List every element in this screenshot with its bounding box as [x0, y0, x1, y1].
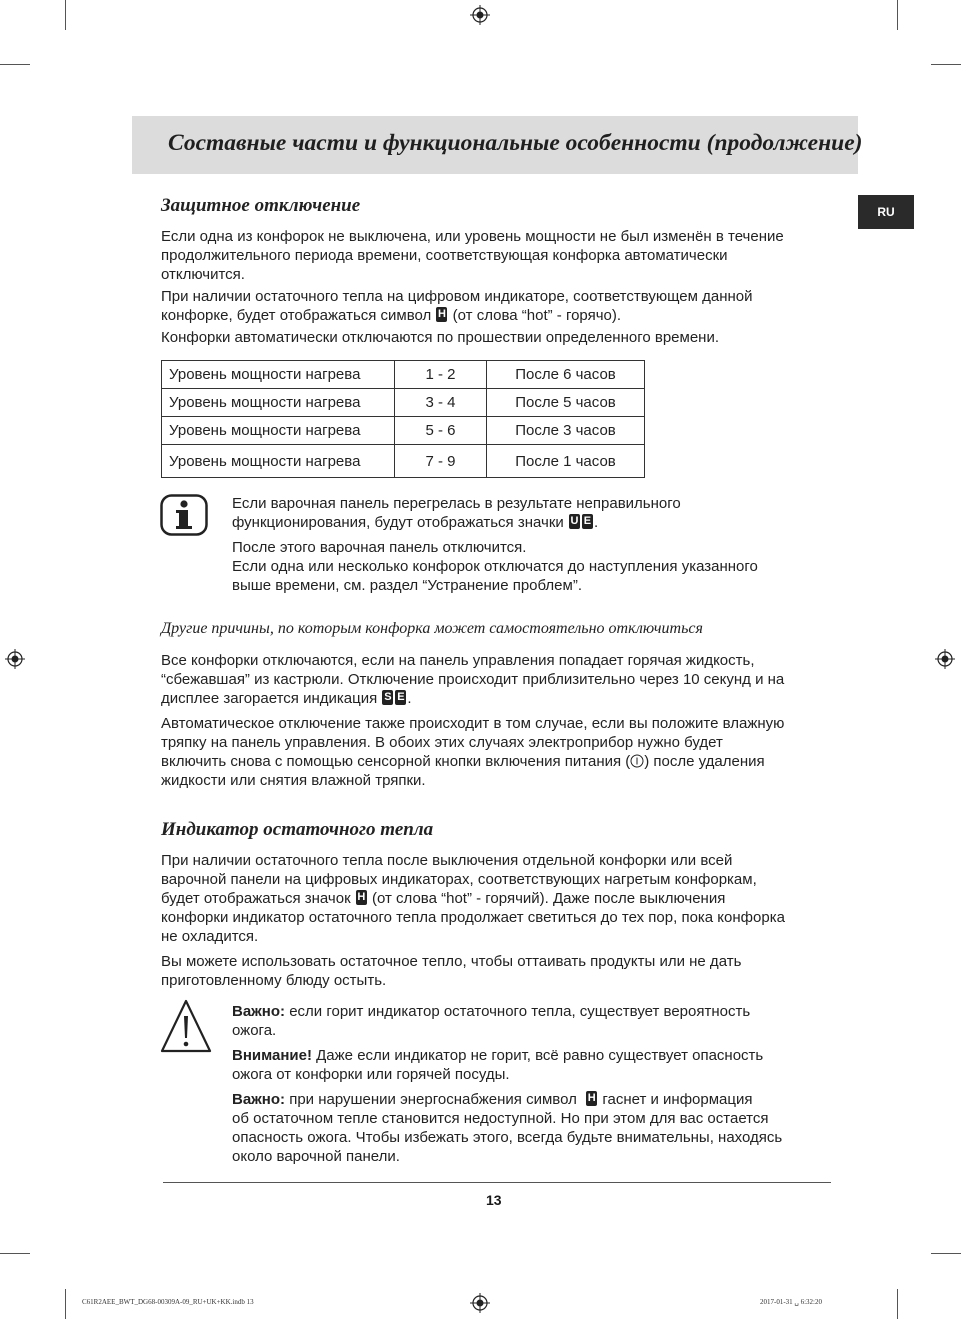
crop-mark	[65, 1289, 66, 1319]
power-icon	[630, 754, 644, 768]
page-number: 13	[486, 1192, 502, 1208]
warning-icon	[160, 998, 212, 1054]
paragraph: При наличии остаточного тепла на цифровом индикаторе, соответствующем данной конфорке, будет отображаться символ H (от слова “hot” - горячо).	[161, 287, 753, 325]
crop-mark	[0, 64, 30, 65]
registration-mark-icon	[5, 649, 25, 669]
warning-note: Важно: если горит индикатор остаточного тепла, существует вероятность ожога. Внимание! Даже если индикатор не горит, всё равно существует опасность ожога от конфорки или горячей посуды. Важно: при нарушении энергоснабжения символ H гаснет и информация об остаточном тепле становится недоступной. Но при этом для вас остается опасность ожога. Чтобы избежать этого, всегда будьте внимательны, находясь около варочной панели.	[232, 1002, 782, 1166]
crop-mark	[0, 1253, 30, 1254]
paragraph: Конфорки автоматически отключаются по прошествии определенного времени.	[161, 329, 720, 346]
crop-mark	[931, 1253, 961, 1254]
table-row: Уровень мощности нагрева 7 - 9 После 1 часов	[162, 445, 645, 478]
stop-symbol-icon	[395, 690, 406, 705]
crop-mark	[897, 1289, 898, 1319]
footer-timestamp: 2017-01-31 ␣ 6:32:20	[760, 1298, 822, 1306]
stop-symbol-icon	[382, 690, 393, 705]
table-row: Уровень мощности нагрева 3 - 4 После 5 часов	[162, 389, 645, 417]
table-row: Уровень мощности нагрева 5 - 6 После 3 часов	[162, 417, 645, 445]
page-title: Составные части и функциональные особенности (продолжение)	[168, 130, 863, 156]
paragraph: Если одна из конфорок не выключена, или уровень мощности не был изменён в течение продолжительного периода времени, соответствующая конфорка автоматически отключится.	[161, 228, 784, 283]
error-symbol-icon	[582, 514, 593, 529]
error-symbol-icon	[569, 514, 580, 529]
shutdown-time-table	[161, 360, 645, 478]
paragraph: При наличии остаточного тепла после выключения отдельной конфорки или всей варочной панели на цифровых индикаторах, соответствующих нагретым конфоркам, будет отображаться значок H (от слова “hot” - горячий). Даже после выключения конфорки индикатор остаточного тепла продолжает светиться до тех пор, пока конфорка не охладится.	[161, 851, 785, 946]
crop-mark	[897, 0, 898, 30]
language-tab: RU	[858, 195, 914, 229]
section-heading-other-reasons: Другие причины, по которым конфорка может самостоятельно отключиться	[161, 620, 703, 637]
hot-symbol-icon	[356, 890, 367, 905]
footer-file-info: C61R2AEE_BWT_DG68-00309A-09_RU+UK+KK.indb 13	[82, 1298, 254, 1306]
paragraph: Автоматическое отключение также происходит в том случае, если вы положите влажную тряпку на панель управления. В обоих этих случаях электроприбор нужно будет включить снова с помощью сенсорной кнопки включения питания ( ) после удаления жидкости или снятия влажной тряпки.	[161, 715, 785, 789]
table-row: Уровень мощности нагрева 1 - 2 После 6 часов	[162, 361, 645, 389]
info-note: Если варочная панель перегрелась в результате неправильного функционирования, будут отображаться значки UE . После этого варочная панель отключится. Если одна или несколько конфорок отключатся до наступления указанного выше времени, см. раздел “Устранение проблем”.	[232, 494, 758, 595]
paragraph: Вы можете использовать остаточное тепло, чтобы оттаивать продукты или не дать приготовленному блюду остыть.	[161, 953, 742, 989]
section-heading-safety-shutdown: Защитное отключение	[161, 195, 361, 216]
section-heading-residual-heat: Индикатор остаточного тепла	[161, 819, 434, 840]
footer-divider	[163, 1182, 831, 1183]
hot-symbol-icon	[436, 307, 447, 322]
registration-mark-icon	[935, 649, 955, 669]
crop-mark	[65, 0, 66, 30]
hot-symbol-icon	[586, 1091, 597, 1106]
crop-mark	[931, 64, 961, 65]
registration-mark-icon	[470, 5, 490, 25]
info-icon	[160, 494, 208, 536]
registration-mark-icon	[470, 1293, 490, 1313]
paragraph: Все конфорки отключаются, если на панель управления попадает горячая жидкость, “сбежавшая” из кастрюли. Отключение происходит приблизительно через 10 секунд и на дисплее загорается индикация SE .	[161, 651, 784, 708]
